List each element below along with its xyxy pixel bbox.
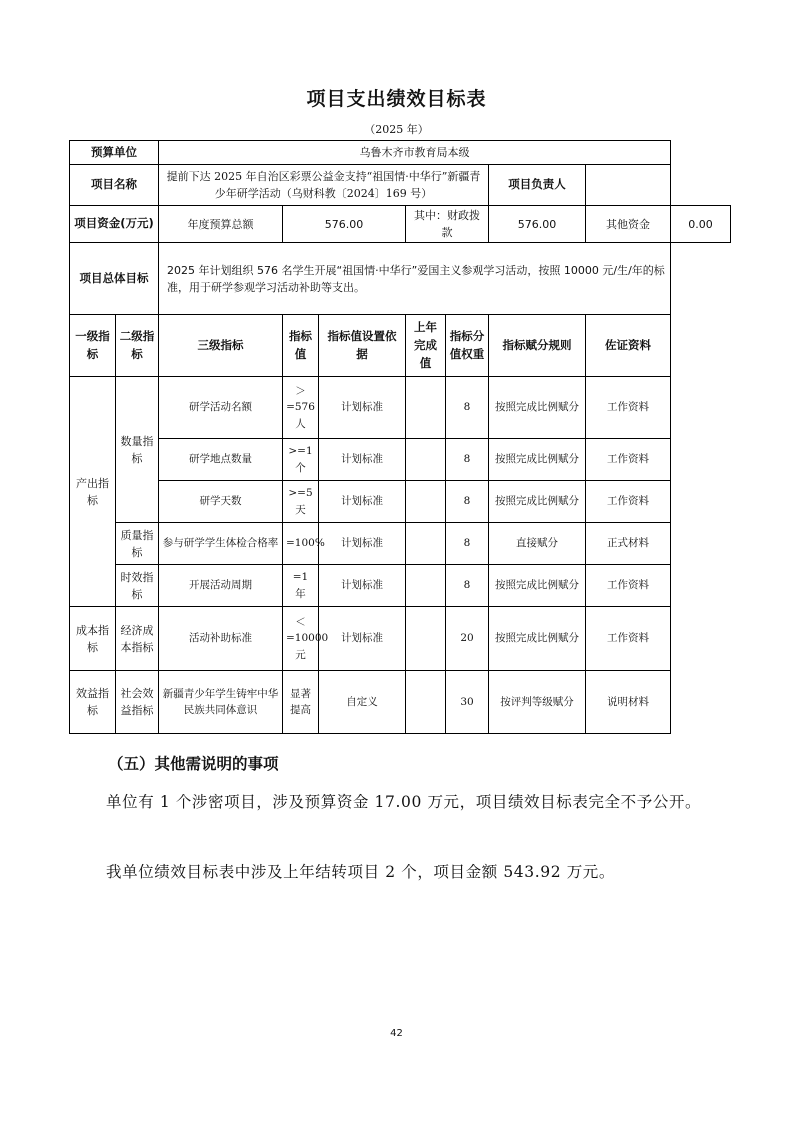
- indicator-name: 研学地点数量: [159, 439, 283, 481]
- header-level2: 二级指标: [116, 315, 159, 377]
- indicator-last-year: [406, 377, 446, 439]
- indicator-evidence: 工作资料: [586, 481, 671, 523]
- indicator-name: 新疆青少年学生铸牢中华民族共同体意识: [159, 671, 283, 734]
- indicator-evidence: 工作资料: [586, 565, 671, 607]
- overall-goal-label: 项目总体目标: [70, 243, 159, 315]
- indicator-basis: 自定义: [319, 671, 406, 734]
- indicator-value: >=5天: [283, 481, 319, 523]
- unit-value: 乌鲁木齐市教育局本级: [159, 141, 671, 165]
- table-row: [70, 439, 731, 481]
- project-name-label: 项目名称: [70, 165, 159, 206]
- project-fund-row: [70, 206, 731, 243]
- group-output: 产出指标: [70, 377, 116, 607]
- indicator-rule: 按照完成比例赋分: [489, 439, 586, 481]
- indicator-rule: 直接赋分: [489, 523, 586, 565]
- indicator-last-year: [406, 481, 446, 523]
- table-row: [70, 607, 731, 671]
- group-quality: 质量指标: [116, 523, 159, 565]
- header-basis: 指标值设置依据: [319, 315, 406, 377]
- indicator-last-year: [406, 671, 446, 734]
- project-name-row: [70, 165, 731, 206]
- document-year: （2025 年）: [364, 123, 429, 136]
- indicator-name: 研学活动名额: [159, 377, 283, 439]
- indicator-name: 开展活动周期: [159, 565, 283, 607]
- indicator-rule: 按照完成比例赋分: [489, 607, 586, 671]
- indicator-weight: 30: [446, 671, 489, 734]
- indicator-basis: 计划标准: [319, 523, 406, 565]
- indicator-basis: 计划标准: [319, 439, 406, 481]
- indicator-basis: 计划标准: [319, 565, 406, 607]
- indicator-last-year: [406, 523, 446, 565]
- indicator-value: ＞=576人: [283, 377, 319, 439]
- document-title: 项目支出绩效目标表: [306, 88, 487, 110]
- indicator-rule: 按照完成比例赋分: [489, 565, 586, 607]
- indicator-value: 显著提高: [283, 671, 319, 734]
- indicator-evidence: 说明材料: [586, 671, 671, 734]
- indicator-weight: 8: [446, 481, 489, 523]
- indicator-rule: 按评判等级赋分: [489, 671, 586, 734]
- project-name-value: 提前下达 2025 年自治区彩票公益金支持“祖国情·中华行”新疆青少年研学活动（乌财科教〔2024〕169 号）: [159, 165, 489, 206]
- section-heading: （五）其他需说明的事项: [108, 755, 279, 773]
- table-row: [70, 671, 731, 734]
- indicator-value: >=1个: [283, 439, 319, 481]
- indicator-weight: 8: [446, 523, 489, 565]
- indicator-basis: 计划标准: [319, 607, 406, 671]
- header-rule: 指标赋分规则: [489, 315, 586, 377]
- indicator-name: 研学天数: [159, 481, 283, 523]
- unit-row: [70, 141, 731, 165]
- indicator-weight: 8: [446, 565, 489, 607]
- group-benefit: 效益指标: [70, 671, 116, 734]
- fiscal-allocation-label: 其中：财政拨款: [406, 206, 489, 243]
- annual-budget-label: 年度预算总额: [159, 206, 283, 243]
- indicator-value: ＜=10000 元: [283, 607, 319, 671]
- annual-budget-value: 576.00: [283, 206, 406, 243]
- overall-goal-value: 2025 年计划组织 576 名学生开展“祖国情·中华行”爱国主义参观学习活动，按照 10000 元/生/年的标准，用于研学参观学习活动补助等支出。: [159, 243, 671, 315]
- other-funds-value: 0.00: [671, 206, 731, 243]
- project-owner-label: 项目负责人: [489, 165, 586, 206]
- table-row: [70, 377, 731, 439]
- other-funds-label: 其他资金: [586, 206, 671, 243]
- indicator-last-year: [406, 607, 446, 671]
- indicator-evidence: 工作资料: [586, 607, 671, 671]
- table-row: [70, 481, 731, 523]
- group-economic: 经济成本指标: [116, 607, 159, 671]
- header-level3: 三级指标: [159, 315, 283, 377]
- group-timeliness: 时效指标: [116, 565, 159, 607]
- header-level1: 一级指标: [70, 315, 116, 377]
- performance-target-table: [69, 140, 731, 734]
- indicator-evidence: 正式材料: [586, 523, 671, 565]
- group-cost: 成本指标: [70, 607, 116, 671]
- page-number: 42: [390, 1028, 403, 1039]
- indicator-evidence: 工作资料: [586, 377, 671, 439]
- indicator-weight: 8: [446, 439, 489, 481]
- indicator-basis: 计划标准: [319, 481, 406, 523]
- header-weight: 指标分值权重: [446, 315, 489, 377]
- indicator-last-year: [406, 439, 446, 481]
- indicator-last-year: [406, 565, 446, 607]
- unit-label: 预算单位: [70, 141, 159, 165]
- indicator-value: =100%: [283, 523, 319, 565]
- indicator-name: 参与研学学生体检合格率: [159, 523, 283, 565]
- group-quantity: 数量指标: [116, 377, 159, 523]
- overall-goal-row: [70, 243, 731, 315]
- header-last-year: 上年完成值: [406, 315, 446, 377]
- indicator-header-row: [70, 315, 731, 377]
- indicator-evidence: 工作资料: [586, 439, 671, 481]
- table-row: [70, 565, 731, 607]
- indicator-basis: 计划标准: [319, 377, 406, 439]
- indicator-weight: 8: [446, 377, 489, 439]
- project-owner-value: [586, 165, 671, 206]
- indicator-weight: 20: [446, 607, 489, 671]
- table-row: [70, 523, 731, 565]
- group-social: 社会效益指标: [116, 671, 159, 734]
- fiscal-allocation-value: 576.00: [489, 206, 586, 243]
- indicator-value: =1 年: [283, 565, 319, 607]
- indicator-rule: 按照完成比例赋分: [489, 377, 586, 439]
- indicator-name: 活动补助标准: [159, 607, 283, 671]
- paragraph-carryover-projects: 我单位绩效目标表中涉及上年结转项目 2 个，项目金额 543.92 万元。: [106, 863, 616, 881]
- project-fund-label: 项目资金(万元): [70, 206, 159, 243]
- paragraph-classified-project: 单位有 1 个涉密项目，涉及预算资金 17.00 万元，项目绩效目标表完全不予公开。: [106, 793, 702, 811]
- header-value: 指标值: [283, 315, 319, 377]
- indicator-rule: 按照完成比例赋分: [489, 481, 586, 523]
- header-evidence: 佐证资料: [586, 315, 671, 377]
